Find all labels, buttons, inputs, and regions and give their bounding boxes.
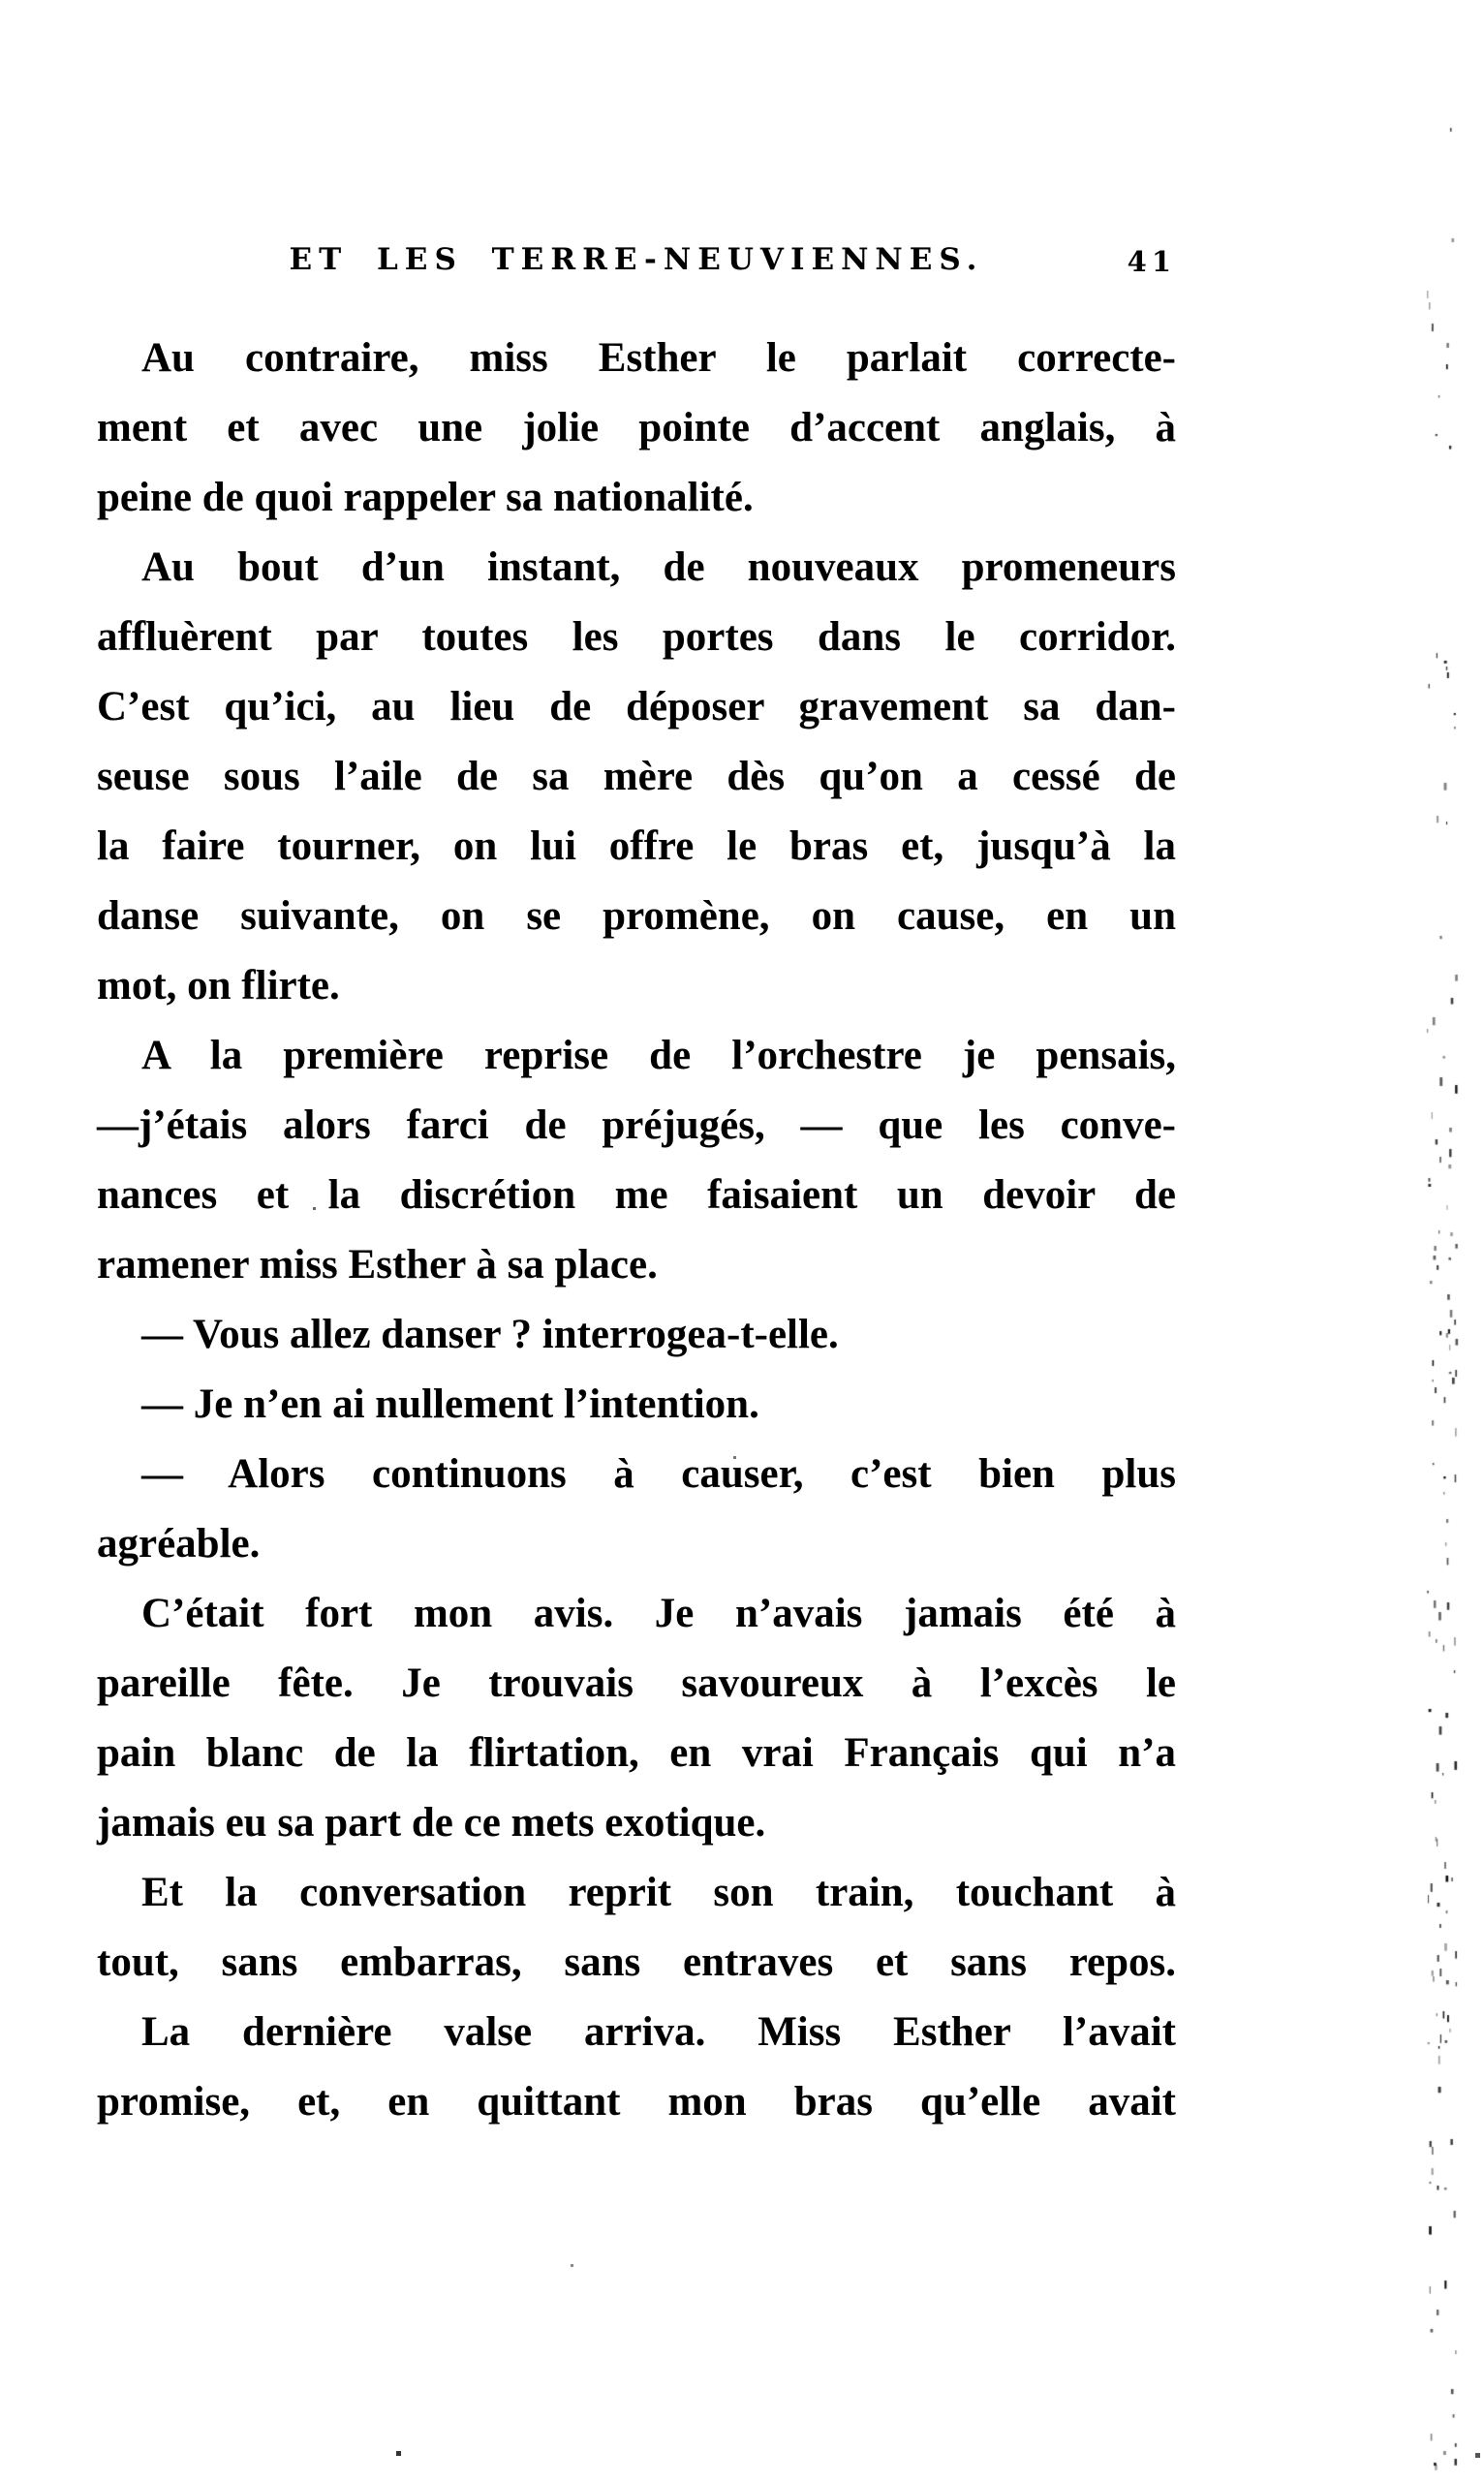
text-line: —j’étais alors farci de préjugés, — que les conve- — [97, 1102, 1176, 1148]
text-line: La dernière valse arriva. Miss Esther l’avait — [141, 2009, 1176, 2055]
text-line: — Alors continuons à causer, c’est bien plus — [141, 1451, 1176, 1497]
text-line: affluèrent par toutes les portes dans le corridor. — [97, 614, 1176, 660]
text-line: Et la conversation reprit son train, touchant à — [141, 1870, 1176, 1915]
text-line: danse suivante, on se promène, on cause, en un — [97, 893, 1176, 939]
text-line: Au contraire, miss Esther le parlait correcte- — [141, 335, 1176, 381]
text-line: jamais eu sa part de ce mets exotique. — [97, 1800, 766, 1846]
text-line: ment et avec une jolie pointe d’accent anglais, à — [97, 405, 1176, 450]
scan-edge-artifacts — [1412, 0, 1484, 2483]
text-line: — Je n’en ai nullement l’intention. — [141, 1381, 759, 1427]
text-line: A la première reprise de l’orchestre je pensais, — [141, 1033, 1176, 1078]
text-line: pareille fête. Je trouvais savoureux à l’excès le — [97, 1661, 1176, 1706]
text-line: promise, et, en quittant mon bras qu’elle avait — [97, 2079, 1176, 2125]
page-header — [97, 242, 1176, 283]
text-line: mot, on flirte. — [97, 963, 340, 1009]
text-line: C’était fort mon avis. Je n’avais jamais été à — [141, 1591, 1176, 1636]
running-title: ET LES TERRE-NEUVIENNES. — [289, 242, 984, 277]
text-line: ramener miss Esther à sa place. — [97, 1242, 658, 1288]
text-line: C’est qu’ici, au lieu de déposer gravement sa dan- — [97, 684, 1176, 729]
text-line: pain blanc de la flirtation, en vrai Français qui n’a — [97, 1730, 1176, 1776]
text-line: la faire tourner, on lui offre le bras et, jusqu’à la — [97, 823, 1176, 869]
page-number: 41 — [1127, 245, 1176, 278]
scan-specks — [0, 0, 3, 3]
text-line: seuse sous l’aile de sa mère dès qu’on a cessé de — [97, 754, 1176, 799]
text-line: peine de quoi rappeler sa nationalité. — [97, 475, 754, 520]
text-line: — Vous allez danser ? interrogea-t-elle. — [141, 1312, 839, 1357]
text-line: nances et la discrétion me faisaient un devoir de — [97, 1172, 1176, 1218]
text-line: agréable. — [97, 1521, 261, 1567]
text-line: Au bout d’un instant, de nouveaux promeneurs — [141, 544, 1176, 590]
text-line: tout, sans embarras, sans entraves et sans repos. — [97, 1940, 1176, 1985]
body-text — [97, 324, 1176, 2137]
